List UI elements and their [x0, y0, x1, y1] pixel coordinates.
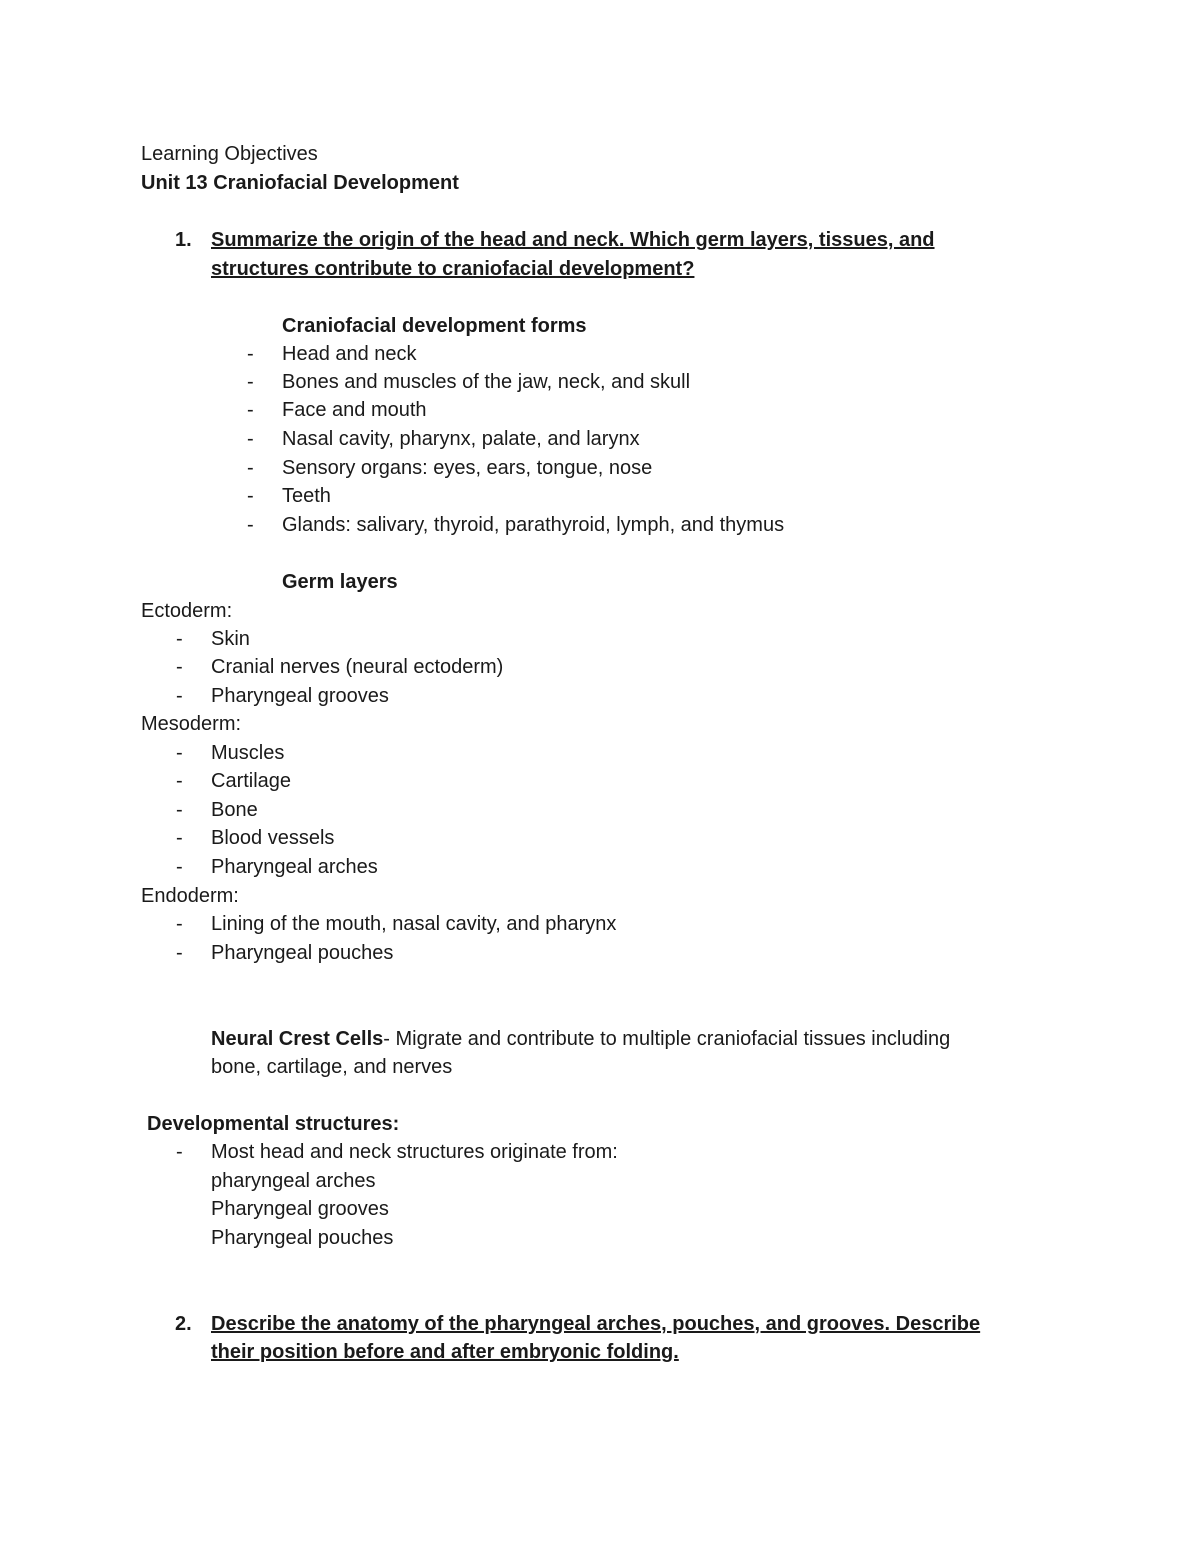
list-item: Lining of the mouth, nasal cavity, and pharynx: [211, 913, 617, 935]
list-bullet: -: [247, 371, 254, 393]
question-1-line-1: Summarize the origin of the head and neck. Which germ layers, tissues, and: [211, 229, 935, 251]
list-item: Skin: [211, 628, 250, 650]
list-item: Glands: salivary, thyroid, parathyroid, lymph, and thymus: [282, 514, 785, 536]
list-bullet: -: [176, 656, 183, 678]
list-bullet: -: [176, 770, 183, 792]
list-item: Muscles: [211, 742, 285, 764]
question-2-line-1: Describe the anatomy of the pharyngeal arches, pouches, and grooves. Describe: [211, 1313, 981, 1335]
question-2-number: 2.: [175, 1313, 192, 1335]
list-bullet: -: [176, 913, 183, 935]
list-item: Sensory organs: eyes, ears, tongue, nose: [282, 457, 653, 479]
question-2-line-2: their position before and after embryonic folding.: [211, 1341, 679, 1363]
list-bullet: -: [247, 485, 254, 507]
list-item: Teeth: [282, 485, 331, 507]
list-bullet: -: [247, 457, 254, 479]
dev-structures-heading: Developmental structures:: [147, 1113, 400, 1135]
neural-crest-description: - Migrate and contribute to multiple craniofacial tissues including: [383, 1028, 951, 1050]
neural-crest-line-2: bone, cartilage, and nerves: [211, 1056, 453, 1078]
neural-crest-line-1: [211, 1025, 950, 1053]
list-item: Cranial nerves (neural ectoderm): [211, 656, 504, 678]
question-1-line-2: structures contribute to craniofacial development?: [211, 258, 695, 280]
germ-layers-heading: Germ layers: [282, 571, 398, 593]
list-bullet: -: [176, 942, 183, 964]
question-1-number: 1.: [175, 229, 192, 251]
doc-label: Learning Objectives: [141, 143, 318, 165]
mesoderm-label: Mesoderm:: [141, 713, 242, 735]
list-bullet: -: [176, 799, 183, 821]
endoderm-label: Endoderm:: [141, 885, 239, 907]
sub-item: Pharyngeal pouches: [211, 1227, 394, 1249]
list-item: Head and neck: [282, 343, 417, 365]
list-bullet: -: [247, 343, 254, 365]
list-item: Nasal cavity, pharynx, palate, and larynx: [282, 428, 640, 450]
list-item: Face and mouth: [282, 399, 427, 421]
unit-title: Unit 13 Craniofacial Development: [141, 172, 459, 194]
ectoderm-label: Ectoderm:: [141, 600, 233, 622]
sub-item: Pharyngeal grooves: [211, 1198, 389, 1220]
list-bullet: -: [176, 628, 183, 650]
list-bullet: -: [176, 685, 183, 707]
list-bullet: -: [176, 742, 183, 764]
list-bullet: -: [176, 856, 183, 878]
list-bullet: -: [176, 827, 183, 849]
forms-heading: Craniofacial development forms: [282, 315, 587, 337]
list-item: Bone: [211, 799, 258, 821]
list-item: Pharyngeal grooves: [211, 685, 389, 707]
list-item: Pharyngeal pouches: [211, 942, 394, 964]
list-bullet: -: [247, 428, 254, 450]
list-item: Bones and muscles of the jaw, neck, and skull: [282, 371, 691, 393]
list-bullet: -: [176, 1141, 183, 1163]
sub-item: pharyngeal arches: [211, 1170, 376, 1192]
list-item: Cartilage: [211, 770, 292, 792]
list-item: Blood vessels: [211, 827, 335, 849]
list-item: Most head and neck structures originate from:: [211, 1141, 618, 1163]
neural-crest-term: Neural Crest Cells: [211, 1028, 384, 1050]
list-bullet: -: [247, 514, 254, 536]
list-item: Pharyngeal arches: [211, 856, 378, 878]
list-bullet: -: [247, 399, 254, 421]
